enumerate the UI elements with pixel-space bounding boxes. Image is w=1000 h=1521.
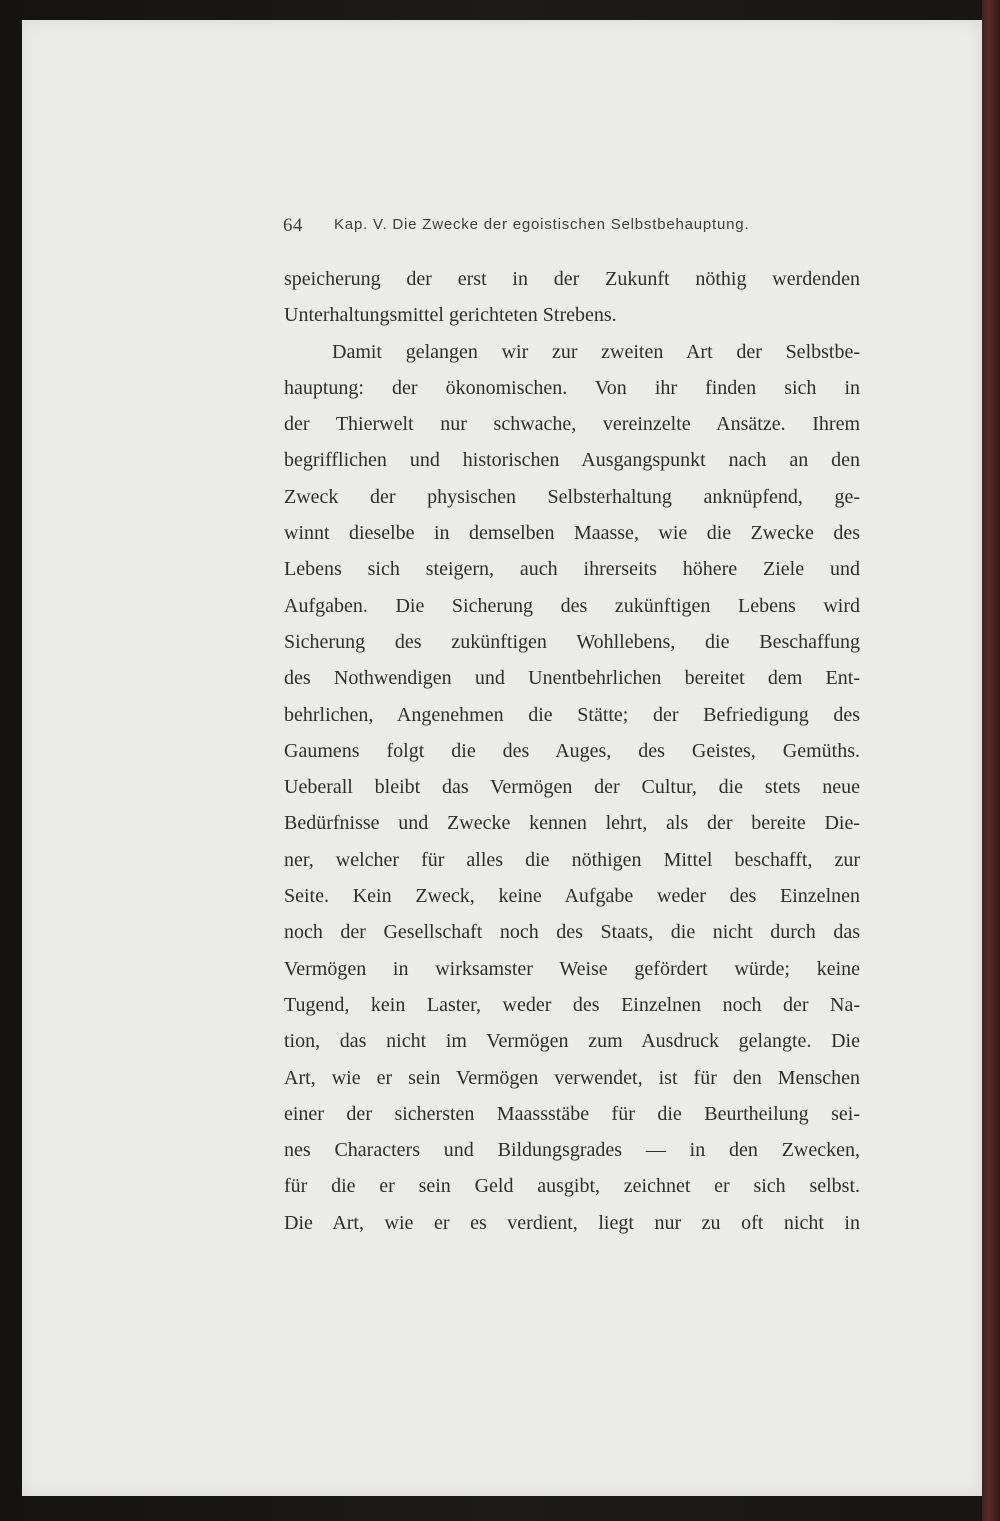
page-number: 64: [283, 215, 303, 236]
text-line-6: begrifflichen und historischen Ausgangspunkt nach an den: [284, 449, 860, 472]
text-line-5: der Thierwelt nur schwache, vereinzelte Ansätze. Ihrem: [284, 413, 860, 436]
text-line-13: behrlichen, Angenehmen die Stätte; der Befriedigung des: [284, 703, 860, 726]
text-line-1: speicherung der erst in der Zukunft nöthig werdenden: [284, 268, 860, 290]
book-edge: [982, 0, 1000, 1521]
text-line-21: Tugend, kein Laster, weder des Einzelnen noch der Na-: [284, 993, 860, 1016]
text-line-7: Zweck der physischen Selbsterhaltung anknüpfend, ge-: [284, 485, 860, 508]
running-head: Kap. V. Die Zwecke der egoistischen Selbstbehauptung.: [334, 216, 750, 233]
text-line-18: Seite. Kein Zweck, keine Aufgabe weder des Einzelnen: [284, 885, 860, 908]
text-line-15: Ueberall bleibt das Vermögen der Cultur, die stets neue: [284, 776, 860, 799]
body-text: [284, 261, 860, 1241]
text-line-16: Bedürfnisse und Zwecke kennen lehrt, als der bereite Die-: [284, 812, 860, 835]
text-line-8: winnt dieselbe in demselben Maasse, wie die Zwecke des: [284, 522, 860, 545]
book-page: [22, 20, 982, 1496]
text-line-12: des Nothwendigen und Unentbehrlichen bereitet dem Ent-: [284, 667, 860, 690]
text-line-23: Art, wie er sein Vermögen verwendet, ist für den Menschen: [284, 1066, 860, 1089]
text-line-10: Aufgaben. Die Sicherung des zukünftigen Lebens wird: [284, 594, 860, 617]
text-line-11: Sicherung des zukünftigen Wohllebens, die Beschaffung: [284, 630, 860, 653]
page-header: [283, 215, 803, 239]
text-line-14: Gaumens folgt die des Auges, des Geistes, Gemüths.: [284, 739, 860, 762]
text-line-24: einer der sichersten Maassstäbe für die Beurtheilung sei-: [284, 1102, 860, 1125]
text-line-25: nes Characters und Bildungsgrades — in den Zwecken,: [284, 1139, 860, 1162]
text-line-4: hauptung: der ökonomischen. Von ihr finden sich in: [284, 376, 860, 399]
text-line-27: Die Art, wie er es verdient, liegt nur zu oft nicht in: [284, 1211, 860, 1234]
text-line-9: Lebens sich steigern, auch ihrerseits höhere Ziele und: [284, 558, 860, 581]
text-line-17: ner, welcher für alles die nöthigen Mittel beschafft, zur: [284, 848, 860, 871]
text-line-3: Damit gelangen wir zur zweiten Art der Selbstbe-: [332, 340, 860, 363]
text-line-26: für die er sein Geld ausgibt, zeichnet er sich selbst.: [284, 1175, 860, 1198]
text-line-2: Unterhaltungsmittel gerichteten Strebens.: [284, 304, 617, 327]
text-line-20: Vermögen in wirksamster Weise gefördert würde; keine: [284, 957, 860, 980]
text-line-19: noch der Gesellschaft noch des Staats, die nicht durch das: [284, 921, 860, 944]
text-line-22: tion, das nicht im Vermögen zum Ausdruck gelangte. Die: [284, 1030, 860, 1053]
